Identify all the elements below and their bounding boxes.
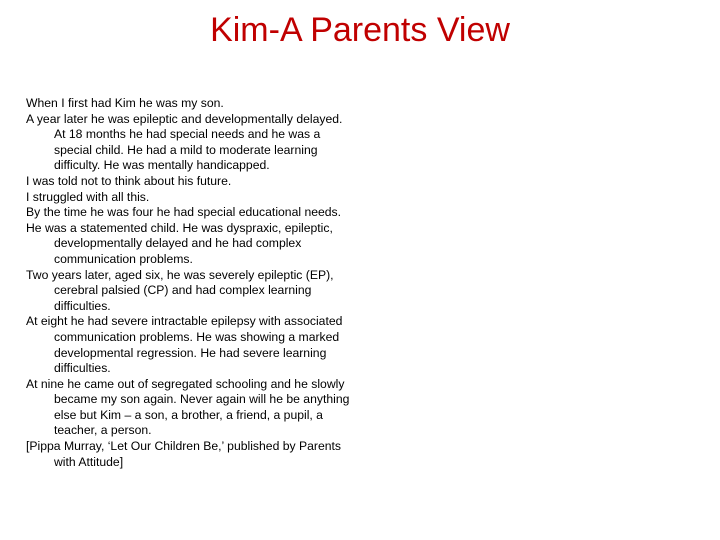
paragraph-8: At eight he had severe intractable epilepsy with associated communication problems. He was showing a marked developmental regression. He had severe learning difficulties. <box>26 314 343 376</box>
paragraph-6: He was a statemented child. He was dyspraxic, epileptic, developmentally delayed and he had complex communication problems. <box>26 220 333 266</box>
slide-title: Kim-A Parents View <box>210 11 510 49</box>
paragraph-1: When I first had Kim he was my son. <box>26 96 224 110</box>
paragraph-5: By the time he was four he had special educational needs. <box>26 205 342 220</box>
paragraph-7: Two years later, aged six, he was severely epileptic (EP), cerebral palsied (CP) and had complex learning difficulties. <box>26 267 334 313</box>
paragraph-9: At nine he came out of segregated schooling and he slowly became my son again. Never again will he be anything else but Kim – a son, a brother, a friend, a pupil, a teacher, a person. <box>26 376 350 438</box>
paragraph-3: I was told not to think about his future. <box>26 173 232 188</box>
paragraph-2: A year later he was epileptic and developmentally delayed. At 18 months he had special needs and he was a special child. He had a mild to moderate learning difficulty. He was mentally handicapped. <box>26 111 343 173</box>
citation: [Pippa Murray, ‘Let Our Children Be,’ published by Parents with Attitude] <box>26 439 341 469</box>
quote-body <box>26 96 356 470</box>
paragraph-4: I struggled with all this. <box>26 189 150 204</box>
